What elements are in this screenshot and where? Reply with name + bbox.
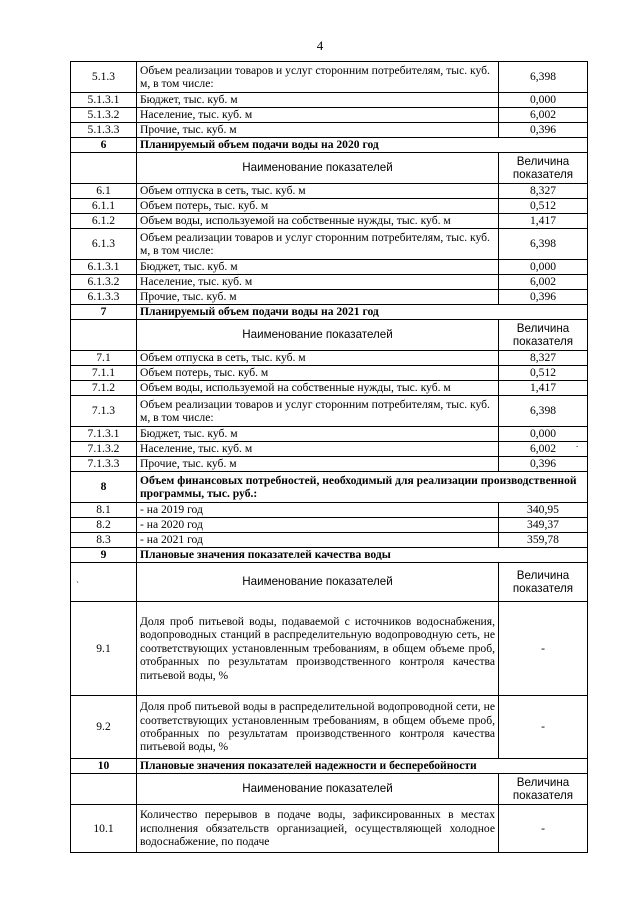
table-row: [71, 229, 588, 260]
row-value: 1,417: [499, 381, 588, 396]
row-number: 7.1.3: [71, 396, 137, 427]
row-value: -: [499, 602, 588, 696]
section-row: [71, 472, 588, 503]
row-number: 8.2: [71, 518, 137, 533]
table-row: [71, 533, 588, 548]
row-number: 6.1.3.3: [71, 290, 137, 305]
section-number: 6: [71, 138, 137, 153]
row-value: 8,327: [499, 351, 588, 366]
row-name: Объем реализации товаров и услуг сторонним потребителям, тыс. куб. м, в том числе:: [137, 229, 499, 260]
row-name: Бюджет, тыс. куб. м: [137, 260, 499, 275]
table-row: [71, 805, 588, 853]
row-number: 9.2: [71, 696, 137, 759]
section-title: Плановые значения показателей качества воды: [137, 548, 588, 563]
table-row: [71, 199, 588, 214]
header-name: Наименование показателей: [137, 563, 499, 602]
row-number: 6.1: [71, 184, 137, 199]
section-row: [71, 138, 588, 153]
row-name: Объем воды, используемой на собственные нужды, тыс. куб. м: [137, 214, 499, 229]
row-value: 0,512: [499, 199, 588, 214]
section-title: Планируемый объем подачи воды на 2021 год: [137, 305, 588, 320]
row-number: 8.1: [71, 503, 137, 518]
header-value: Величина показателя: [499, 320, 588, 351]
row-value: -: [499, 696, 588, 759]
production-program-table: [70, 61, 588, 853]
table-row: [71, 123, 588, 138]
header-value: Величина показателя: [499, 563, 588, 602]
row-value: 8,327: [499, 184, 588, 199]
row-value: 6,398: [499, 62, 588, 93]
row-name: Объем отпуска в сеть, тыс. куб. м: [137, 184, 499, 199]
row-value: 0,000: [499, 260, 588, 275]
header-value: Величина показателя: [499, 153, 588, 184]
row-name: Количество перерывов в подаче воды, зафиксированных в местах исполнения обязательств организацией, осуществляющей холодное водоснабжение, по подаче: [137, 805, 499, 853]
header-name: Наименование показателей: [137, 774, 499, 805]
section-title: Плановые значения показателей надежности и бесперебойности: [137, 759, 588, 774]
row-value: 0,000: [499, 427, 588, 442]
row-number: 7.1: [71, 351, 137, 366]
row-value: -: [499, 805, 588, 853]
row-name: Объем отпуска в сеть, тыс. куб. м: [137, 351, 499, 366]
section-number: 10: [71, 759, 137, 774]
column-header-row: [71, 774, 588, 805]
row-name: Объем реализации товаров и услуг сторонним потребителям, тыс. куб. м, в том числе:: [137, 62, 499, 93]
row-value: 6,398: [499, 396, 588, 427]
section-row: [71, 759, 588, 774]
row-number: 6.1.1: [71, 199, 137, 214]
row-name: Прочие, тыс. куб. м: [137, 123, 499, 138]
row-number: 7.1.3.3: [71, 457, 137, 472]
table-row: [71, 427, 588, 442]
row-name: Население, тыс. куб. м: [137, 275, 499, 290]
section-number: 8: [71, 472, 137, 503]
row-number: 5.1.3.1: [71, 93, 137, 108]
row-number: 6.1.3.1: [71, 260, 137, 275]
section-number: 9: [71, 548, 137, 563]
table-row: [71, 275, 588, 290]
table-row: [71, 290, 588, 305]
column-header-row: [71, 320, 588, 351]
row-value: 0,396: [499, 457, 588, 472]
row-name: Прочие, тыс. куб. м: [137, 290, 499, 305]
header-name: Наименование показателей: [137, 320, 499, 351]
section-title: Объем финансовых потребностей, необходимый для реализации производственной программы, тыс. руб.:: [137, 472, 588, 503]
row-number: 6.1.2: [71, 214, 137, 229]
table-row: [71, 93, 588, 108]
table-row: [71, 381, 588, 396]
row-value: 6,002: [499, 275, 588, 290]
row-number: 5.1.3.2: [71, 108, 137, 123]
row-number: 7.1.3.1: [71, 427, 137, 442]
row-name: Бюджет, тыс. куб. м: [137, 93, 499, 108]
table-row: [71, 442, 588, 457]
column-header-row: [71, 563, 588, 602]
row-name: Объем реализации товаров и услуг сторонним потребителям, тыс. куб. м, в том числе:: [137, 396, 499, 427]
row-value: 0,000: [499, 93, 588, 108]
section-title: Планируемый объем подачи воды на 2020 год: [137, 138, 588, 153]
table-row: [71, 457, 588, 472]
row-name: Объем потерь, тыс. куб. м: [137, 199, 499, 214]
row-name: Объем воды, используемой на собственные нужды, тыс. куб. м: [137, 381, 499, 396]
section-row: [71, 305, 588, 320]
row-name: - на 2020 год: [137, 518, 499, 533]
section-number: 7: [71, 305, 137, 320]
table-row: [71, 696, 588, 759]
table-row: [71, 260, 588, 275]
row-value: 6,398: [499, 229, 588, 260]
row-value: 359,78: [499, 533, 588, 548]
row-value: 1,417: [499, 214, 588, 229]
row-name: Прочие, тыс. куб. м: [137, 457, 499, 472]
table-row: [71, 214, 588, 229]
row-name: - на 2019 год: [137, 503, 499, 518]
scan-dot: .: [576, 439, 579, 449]
table-row: [71, 366, 588, 381]
row-value: 0,512: [499, 366, 588, 381]
scan-mark: ˋ: [76, 580, 79, 590]
row-number: 7.1.2: [71, 381, 137, 396]
row-number: 8.3: [71, 533, 137, 548]
table-row: [71, 518, 588, 533]
row-name: Бюджет, тыс. куб. м: [137, 427, 499, 442]
row-number: 7.1.3.2: [71, 442, 137, 457]
table-row: [71, 62, 588, 93]
table-row: [71, 602, 588, 696]
row-number: 6.1.3: [71, 229, 137, 260]
row-number: 10.1: [71, 805, 137, 853]
row-value: 6,002: [499, 108, 588, 123]
header-name: Наименование показателей: [137, 153, 499, 184]
row-name: Объем потерь, тыс. куб. м: [137, 366, 499, 381]
header-number-cell: [71, 320, 137, 351]
row-number: 6.1.3.2: [71, 275, 137, 290]
header-number-cell: [71, 563, 137, 602]
header-value: Величина показателя: [499, 774, 588, 805]
row-number: 5.1.3.3: [71, 123, 137, 138]
row-name: Доля проб питьевой воды, подаваемой с источников водоснабжения, водопроводных станций в распределительную водопроводную сеть, не соответствующих установленным требованиям, в общем объеме проб, отобранных по результатам производственного контроля качества питьевой воды, %: [137, 602, 499, 696]
row-value: 340,95: [499, 503, 588, 518]
header-number-cell: [71, 774, 137, 805]
row-value: 349,37: [499, 518, 588, 533]
table-row: [71, 108, 588, 123]
row-name: Население, тыс. куб. м: [137, 442, 499, 457]
row-name: Население, тыс. куб. м: [137, 108, 499, 123]
header-number-cell: [71, 153, 137, 184]
row-value: 0,396: [499, 290, 588, 305]
row-number: 7.1.1: [71, 366, 137, 381]
row-value: 0,396: [499, 123, 588, 138]
row-number: 5.1.3: [71, 62, 137, 93]
table-row: [71, 184, 588, 199]
page-number: 4: [316, 38, 324, 53]
table-row: [71, 503, 588, 518]
row-number: 9.1: [71, 602, 137, 696]
table-row: [71, 351, 588, 366]
row-value: 6,002: [499, 442, 588, 457]
row-name: Доля проб питьевой воды в распределительной водопроводной сети, не соответствующих установленным требованиям, в общем объеме проб, отобранных по результатам производственного контроля качества питьевой воды, %: [137, 696, 499, 759]
section-row: [71, 548, 588, 563]
table-row: [71, 396, 588, 427]
row-name: - на 2021 год: [137, 533, 499, 548]
column-header-row: [71, 153, 588, 184]
